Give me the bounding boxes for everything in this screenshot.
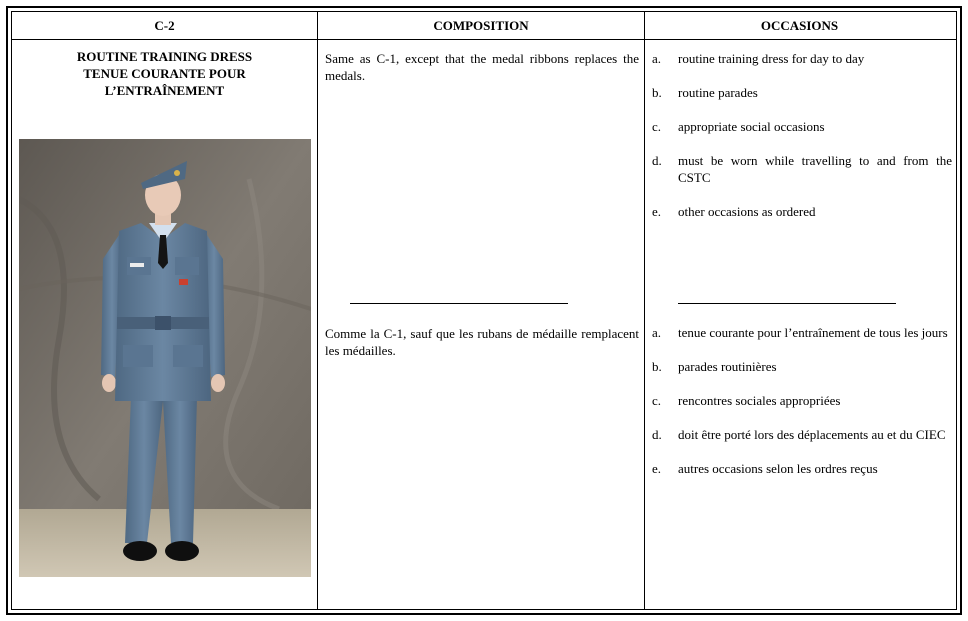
- item-letter: b.: [652, 359, 662, 374]
- column-divider: [317, 12, 318, 609]
- dress-title-line: L’ENTRAÎNEMENT: [104, 83, 225, 98]
- list-item: [652, 460, 952, 477]
- item-text: doit être porté lors des déplacements au et du CIEC: [678, 427, 946, 442]
- composition-english: Same as C-1, except that the medal ribbons replaces the medals.: [325, 51, 639, 83]
- item-text: autres occasions selon les ordres reçus: [678, 461, 878, 476]
- item-letter: e.: [652, 461, 662, 476]
- header-divider: [12, 39, 956, 40]
- column-divider: [644, 12, 645, 609]
- list-item: [652, 50, 952, 67]
- list-item: [652, 84, 952, 101]
- list-item: [652, 324, 952, 341]
- item-text: must be worn while travelling to and from the CSTC: [678, 153, 952, 185]
- occasions-english-list: [652, 50, 952, 237]
- item-letter: e.: [652, 204, 662, 219]
- item-text: routine parades: [678, 85, 758, 100]
- item-text: other occasions as ordered: [678, 204, 816, 219]
- item-text: appropriate social occasions: [678, 119, 825, 134]
- item-letter: d.: [652, 427, 662, 442]
- item-letter: d.: [652, 153, 662, 168]
- header-occasions: OCCASIONS: [760, 18, 839, 33]
- item-text: parades routinières: [678, 359, 777, 374]
- occasions-french-list: [652, 324, 952, 494]
- list-item: [652, 118, 952, 135]
- item-letter: a.: [652, 51, 662, 66]
- dress-title-line: TENUE COURANTE POUR: [83, 66, 246, 81]
- list-item: [652, 426, 952, 443]
- dress-title-line: ROUTINE TRAINING DRESS: [76, 49, 253, 64]
- item-text: rencontres sociales appropriées: [678, 393, 841, 408]
- header-dress-code: C-2: [154, 18, 175, 33]
- list-item: [652, 358, 952, 375]
- list-item: [652, 203, 952, 220]
- document-frame: [6, 6, 962, 615]
- item-text: tenue courante pour l’entraînement de tous les jours: [678, 325, 948, 340]
- dress-title: [12, 48, 317, 99]
- item-letter: c.: [652, 119, 662, 134]
- composition-french: Comme la C-1, sauf que les rubans de médaille remplacent les médailles.: [325, 326, 639, 358]
- item-letter: c.: [652, 393, 662, 408]
- item-letter: a.: [652, 325, 662, 340]
- item-text: routine training dress for day to day: [678, 51, 865, 66]
- item-letter: b.: [652, 85, 662, 100]
- list-item: [652, 152, 952, 186]
- language-divider: [350, 303, 568, 304]
- header-composition: COMPOSITION: [433, 18, 529, 33]
- language-divider: [678, 303, 896, 304]
- dress-table: [11, 11, 957, 610]
- list-item: [652, 392, 952, 409]
- cadet-uniform-photo: [19, 139, 311, 577]
